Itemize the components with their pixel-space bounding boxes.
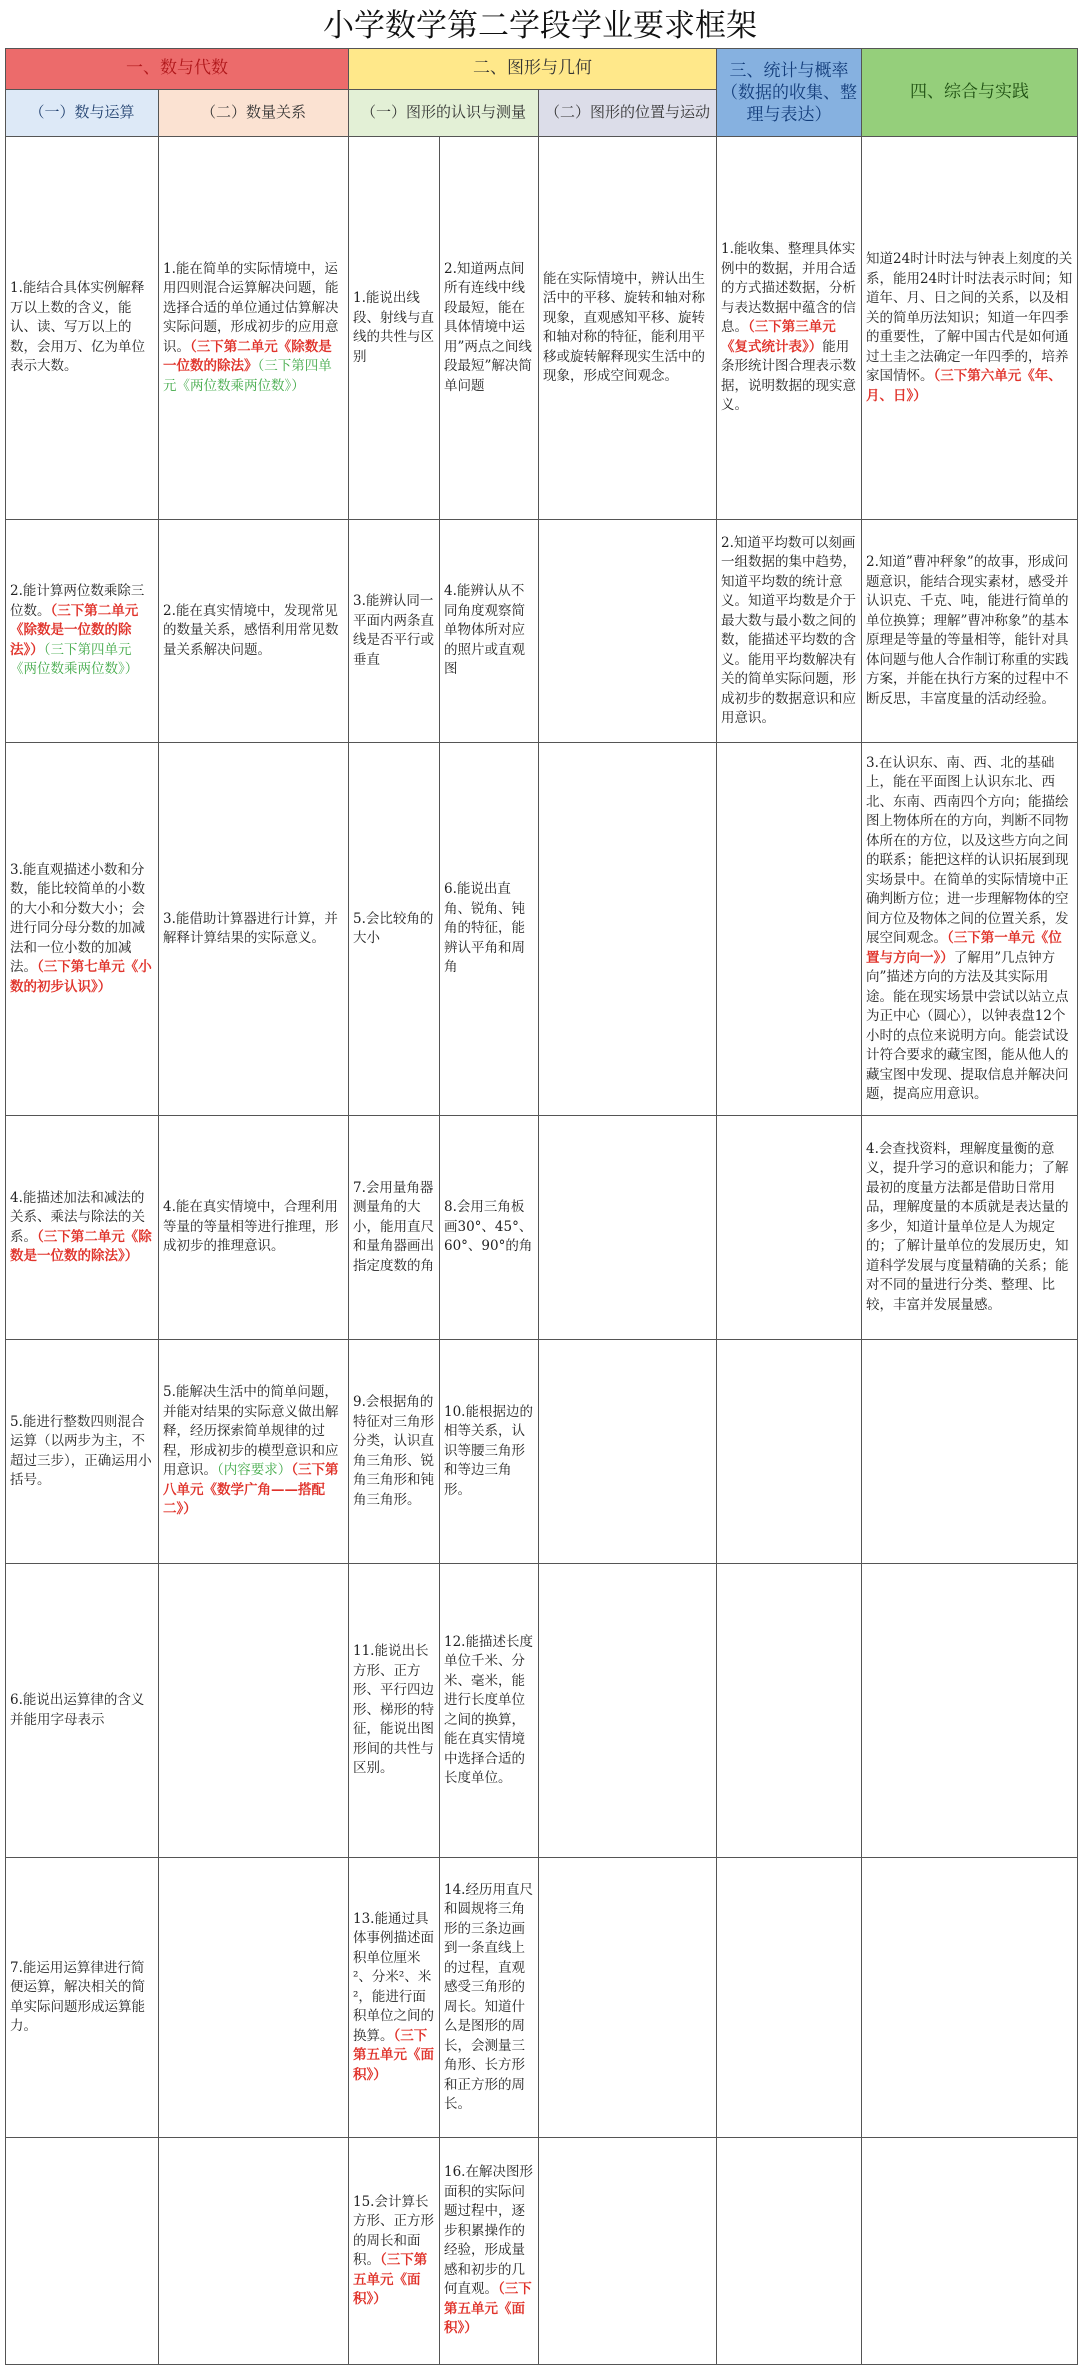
table-row bbox=[6, 1858, 1078, 2138]
number-operation-cell bbox=[6, 1116, 159, 1340]
position-motion-cell bbox=[539, 2138, 717, 2365]
number-operation-cell bbox=[6, 2138, 159, 2365]
shape-measure-cell-a bbox=[349, 1340, 440, 1564]
shape-measure-cell-b bbox=[440, 2138, 539, 2365]
red-annotation: （三下第六单元《年、月、日》） bbox=[866, 368, 1062, 404]
red-annotation: （三下第七单元《小数的初步认识》） bbox=[10, 959, 152, 995]
shape-measure-cell-b bbox=[440, 1340, 539, 1564]
cell-text: 能用条形统计图合理表示数据，说明数据的现实意义。 bbox=[721, 338, 857, 414]
cell-text: 2.知道”曹冲秤象”的故事，形成问题意识，能结合现实素材，感受并认识克、千克、吨，能进行简单的单位换算；理解”曹冲称象”的基本原理是等量的等量相等，能针对具体问题与他人合作制订称重的实践方案，并能在执行方案的过程中不断反思，丰富度量的活动经验。 bbox=[866, 554, 1069, 707]
cell-text: 4.能在真实情境中，合理利用等量的等量相等进行推理，形成初步的推理意识。 bbox=[163, 1199, 339, 1255]
cell-text: 能在实际情境中，辨认出生活中的平移、旋转和轴对称现象，直观感知平移、旋转和轴对称的特征，能利用平移或旋转解释现实生活中的现象，形成空间观念。 bbox=[543, 270, 705, 384]
cell-text: 3.能直观描述小数和分数，能比较简单的小数的大小和分数大小；会进行同分母分数的加减法和一位小数的加减法。 bbox=[10, 861, 145, 976]
cell-text: 5.能进行整数四则混合运算（以两步为主，不超过三步），正确运用小括号。 bbox=[10, 1413, 152, 1488]
cell-text: 12.能描述长度单位千米、分米、毫米，能进行长度单位之间的换算，能在真实情境中选择合适的长度单位。 bbox=[444, 1633, 533, 1786]
practice-cell bbox=[862, 520, 1078, 743]
red-annotation: （三下第二单元《除数是一位数的除法》 bbox=[163, 338, 332, 375]
page-title: 小学数学第二学段学业要求框架 bbox=[323, 8, 757, 44]
cell-text: 11.能说出长方形、正方形、平行四边形、梯形的特征，能说出图形间的共性与区别。 bbox=[353, 1643, 434, 1777]
quantity-relation-cell bbox=[159, 1564, 349, 1858]
position-motion-cell bbox=[539, 137, 717, 520]
table-body bbox=[6, 137, 1078, 2365]
number-operation-cell bbox=[6, 1858, 159, 2138]
cell-text: 2.知道两点间所有连线中线段最短，能在具体情境中运用”两点之间线段最短”解决简单问题 bbox=[444, 260, 532, 394]
statistics-cell bbox=[717, 743, 862, 1116]
cell-text: 6.能说出运算律的含义并能用字母表示 bbox=[10, 1692, 145, 1728]
position-motion-cell bbox=[539, 1340, 717, 1564]
quantity-relation-cell bbox=[159, 520, 349, 743]
cell-text: 14.经历用直尺和圆规将三角形的三条边画到一条直线上的过程，直观感受三角形的周长。知道什么是图形的周长，会测量三角形、长方形和正方形的周长。 bbox=[444, 1881, 533, 2112]
green-annotation: （内容要求） bbox=[217, 1462, 292, 1479]
subheader-shape-measure: （一）图形的认识与测量 bbox=[349, 90, 539, 137]
position-motion-cell bbox=[539, 743, 717, 1116]
cell-text: 10.能根据边的相等关系，认识等腰三角形和等边三角形。 bbox=[444, 1403, 533, 1498]
cell-text: 7.能运用运算律进行简便运算，解决相关的简单实际问题形成运算能力。 bbox=[10, 1959, 145, 2034]
header-practice: 四、综合与实践 bbox=[862, 49, 1078, 137]
practice-cell bbox=[862, 743, 1078, 1116]
red-annotation: （三下第三单元《复式统计表》） bbox=[721, 319, 836, 355]
practice-cell bbox=[862, 1340, 1078, 1564]
statistics-cell bbox=[717, 1340, 862, 1564]
practice-cell bbox=[862, 1564, 1078, 1858]
number-operation-cell bbox=[6, 1564, 159, 1858]
table-row bbox=[6, 1116, 1078, 1340]
cell-text: 8.会用三角板画30°、45°、60°、90°的角 bbox=[444, 1199, 533, 1255]
table-row bbox=[6, 1340, 1078, 1564]
red-annotation: （三下第五单元《面积》） bbox=[444, 2281, 532, 2337]
green-annotation: （三下第四单元《两位数乘两位数》） bbox=[163, 358, 332, 394]
shape-measure-cell-a bbox=[349, 520, 440, 743]
number-operation-cell bbox=[6, 743, 159, 1116]
quantity-relation-cell bbox=[159, 1858, 349, 2138]
cell-text: 5.会比较角的大小 bbox=[353, 910, 434, 946]
subheader-quantity-relation: （二）数量关系 bbox=[159, 90, 349, 137]
header-number-algebra: 一、数与代数 bbox=[6, 49, 349, 90]
cell-text: 2.能计算两位数乘除三位数。 bbox=[10, 583, 145, 619]
statistics-cell bbox=[717, 2138, 862, 2365]
header-geometry: 二、图形与几何 bbox=[349, 49, 717, 90]
shape-measure-cell-a bbox=[349, 1858, 440, 2138]
curriculum-table bbox=[5, 48, 1078, 2365]
red-annotation: （三下第五单元《面积》） bbox=[353, 2252, 428, 2307]
practice-cell bbox=[862, 137, 1078, 520]
red-annotation: （三下第八单元《数学广角——搭配二》） bbox=[163, 1462, 339, 1518]
number-operation-cell bbox=[6, 520, 159, 743]
quantity-relation-cell bbox=[159, 743, 349, 1116]
table-row bbox=[6, 520, 1078, 743]
shape-measure-cell-b bbox=[440, 1564, 539, 1858]
shape-measure-cell-b bbox=[440, 520, 539, 743]
statistics-cell bbox=[717, 520, 862, 743]
quantity-relation-cell bbox=[159, 2138, 349, 2365]
cell-text: 1.能结合具体实例解释万以上数的含义，能认、读、写万以上的数，会用万、亿为单位表示大数。 bbox=[10, 280, 145, 375]
shape-measure-cell-b bbox=[440, 137, 539, 520]
red-annotation: （三下第二单元《除数是一位数的除法》） bbox=[10, 1228, 152, 1264]
statistics-cell bbox=[717, 1116, 862, 1340]
cell-text: 7.会用量角器测量角的大小，能用直尺和量角器画出指定度数的角 bbox=[353, 1179, 434, 1274]
table-row bbox=[6, 137, 1078, 520]
shape-measure-cell-b bbox=[440, 1116, 539, 1340]
cell-text: 3.能借助计算器进行计算，并解释计算结果的实际意义。 bbox=[163, 910, 338, 946]
red-annotation: （三下第一单元《位置与方向一》） bbox=[866, 930, 1062, 966]
practice-cell bbox=[862, 2138, 1078, 2365]
shape-measure-cell-a bbox=[349, 743, 440, 1116]
cell-text: 2.能在真实情境中，发现常见的数量关系，感悟利用常见数量关系解决问题。 bbox=[163, 602, 339, 658]
cell-text: 6.能说出直角、锐角、钝角的特征，能辨认平角和周角 bbox=[444, 881, 525, 976]
cell-text: 4.能辨认从不同角度观察简单物体所对应的照片或直观图 bbox=[444, 583, 525, 678]
shape-measure-cell-b bbox=[440, 1858, 539, 2138]
position-motion-cell bbox=[539, 520, 717, 743]
cell-text: 9.会根据角的特征对三角形分类，认识直角三角形、锐角三角形和钝角三角形。 bbox=[353, 1394, 434, 1508]
number-operation-cell bbox=[6, 137, 159, 520]
cell-text: 1.能在简单的实际情境中，运用四则混合运算解决问题，能选择合适的单位通过估算解决实际问题，形成初步的应用意识。 bbox=[163, 260, 339, 355]
cell-text: 4.能描述加法和减法的关系、乘法与除法的关系。 bbox=[10, 1189, 145, 1245]
header-statistics: 三、统计与概率（数据的收集、整理与表达） bbox=[717, 49, 862, 137]
cell-text: 了解用”几点钟方向”描述方向的方法及其实际用途。能在现实场景中尝试以站立点为正中心（圆心），以钟表盘12个小时的点位来说明方向。能尝试设计符合要求的藏宝图，能从他人的藏宝图中发现、提取信息并解决问题，提高应用意识。 bbox=[866, 949, 1069, 1102]
red-annotation: （三下第二单元《除数是一位数的除法》） bbox=[10, 602, 139, 658]
position-motion-cell bbox=[539, 1858, 717, 2138]
practice-cell bbox=[862, 1858, 1078, 2138]
cell-text: 1.能收集、整理具体实例中的数据，并用合适的方式描述数据，分析与表达数据中蕴含的信息。 bbox=[721, 241, 857, 336]
statistics-cell bbox=[717, 1858, 862, 2138]
subheader-number-operation: （一）数与运算 bbox=[6, 90, 159, 137]
table-row bbox=[6, 743, 1078, 1116]
cell-text: 4.会查找资料，理解度量衡的意义，提升学习的意识和能力；了解最初的度量方法都是借助日常用品，理解度量的本质就是表达量的多少，知道计量单位是人为规定的；了解计量单位的发展历史，知道科学发展与度量精确的关系；能对不同的量进行分类、整理、比较，丰富并发展量感。 bbox=[866, 1140, 1069, 1313]
cell-text: 3.在认识东、南、西、北的基础上，能在平面图上认识东北、西北、东南、西南四个方向；能描绘图上物体所在的方向，判断不同物体所在的方位，以及这些方向之间的联系；能把这样的认识拓展到现实场景中。在简单的实际情境中正确判断方位；进一步理解物体的空间方位及物体之间的位置关系，发展空间观念。 bbox=[866, 754, 1069, 946]
position-motion-cell bbox=[539, 1564, 717, 1858]
number-operation-cell bbox=[6, 1340, 159, 1564]
red-annotation: （三下第五单元《面积》） bbox=[353, 2027, 434, 2083]
table-row bbox=[6, 1564, 1078, 1858]
statistics-cell bbox=[717, 1564, 862, 1858]
practice-cell bbox=[862, 1116, 1078, 1340]
cell-text: 5.能解决生活中的简单问题，并能对结果的实际意义做出解释，经历探索简单规律的过程，形成初步的模型意识和应用意识。 bbox=[163, 1384, 339, 1479]
cell-text: 2.知道平均数可以刻画一组数据的集中趋势，知道平均数的统计意义。知道平均数是介于最大数与最小数之间的数，能描述平均数的含义。能用平均数解决有关的简单实际问题，形成初步的数据意识和应用意识。 bbox=[721, 534, 857, 726]
quantity-relation-cell bbox=[159, 137, 349, 520]
table-row bbox=[6, 2138, 1078, 2365]
quantity-relation-cell bbox=[159, 1340, 349, 1564]
shape-measure-cell-a bbox=[349, 137, 440, 520]
position-motion-cell bbox=[539, 1116, 717, 1340]
cell-text: 15.会计算长方形、正方形的周长和面积。 bbox=[353, 2193, 434, 2268]
quantity-relation-cell bbox=[159, 1116, 349, 1340]
cell-text: 13.能通过具体事例描述面积单位厘米²、分米²、米²，能进行面积单位之间的换算。 bbox=[353, 1910, 434, 2044]
shape-measure-cell-a bbox=[349, 1564, 440, 1858]
green-annotation: （三下第四单元《两位数乘两位数》） bbox=[10, 641, 139, 678]
cell-text: 16.在解决图形面积的实际问题过程中，逐步积累操作的经验，形成量感和初步的几何直观。 bbox=[444, 2164, 533, 2298]
cell-text: 知道24时计时法与钟表上刻度的关系，能用24时计时法表示时间；知道年、月、日之间的关系，以及相关的简单历法知识；知道一年四季的重要性，了解中国古代是如何通过土圭之法确定一年四季的，培养家国情怀。 bbox=[866, 251, 1073, 384]
shape-measure-cell-a bbox=[349, 1116, 440, 1340]
subheader-position-motion: （二）图形的位置与运动 bbox=[539, 90, 717, 137]
shape-measure-cell-b bbox=[440, 743, 539, 1116]
cell-text: 1.能说出线段、射线与直线的共性与区别 bbox=[353, 290, 434, 365]
shape-measure-cell-a bbox=[349, 2138, 440, 2365]
statistics-cell bbox=[717, 137, 862, 520]
cell-text: 3.能辨认同一平面内两条直线是否平行或垂直 bbox=[353, 593, 434, 668]
